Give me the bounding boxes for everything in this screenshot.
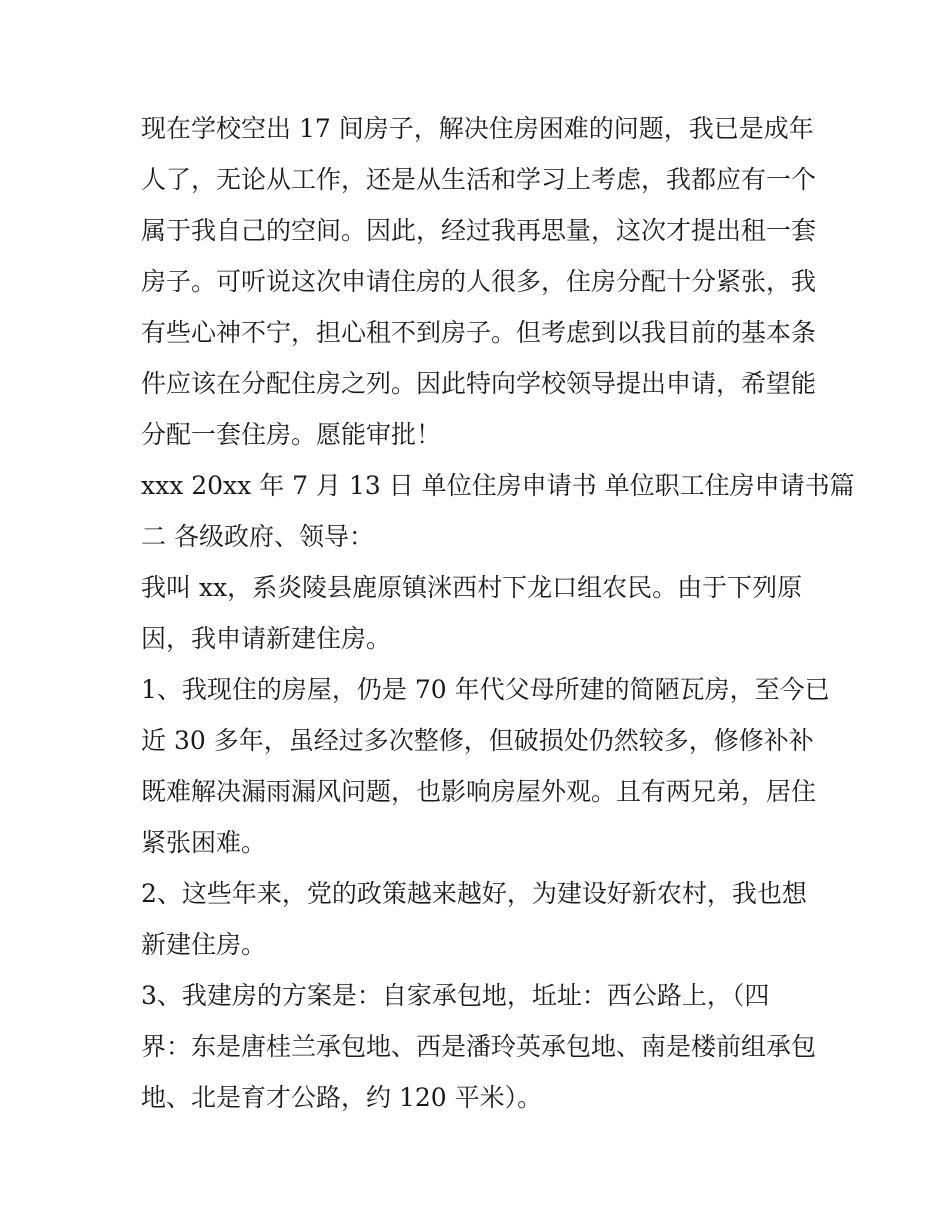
- text-line: 既难解决漏雨漏风问题，也影响房屋外观。且有两兄弟，居住: [141, 777, 817, 806]
- text-line: 近 30 多年，虽经过多次整修，但破损处仍然较多，修修补补: [141, 726, 814, 755]
- text-line: xxx 20xx 年 7 月 13 日 单位住房申请书 单位职工住房申请书篇: [141, 471, 855, 500]
- text-line: 房子。可听说这次申请住房的人很多，住房分配十分紧张，我: [141, 267, 817, 296]
- text-line: 人了，无论从工作，还是从生活和学习上考虑，我都应有一个: [141, 165, 817, 194]
- text-line: 1、我现住的房屋，仍是 70 年代父母所建的简陋瓦房，至今已: [141, 675, 830, 704]
- document-body: [141, 103, 855, 1123]
- text-line: 分配一套住房。愿能审批！: [141, 420, 442, 449]
- text-line: 界：东是唐桂兰承包地、西是潘玲英承包地、南是楼前组承包: [141, 1032, 817, 1061]
- text-line: 二 各级政府、领导：: [141, 522, 374, 551]
- text-line: 地、北是育才公路，约 120 平米）。: [141, 1083, 543, 1112]
- text-line: 2、这些年来，党的政策越来越好，为建设好新农村，我也想: [141, 879, 807, 908]
- text-line: 3、我建房的方案是：自家承包地，坵址：西公路上，（四: [141, 981, 770, 1010]
- text-line: 有些心神不宁，担心租不到房子。但考虑到以我目前的基本条: [141, 318, 817, 347]
- text-line: 紧张困难。: [141, 828, 267, 857]
- text-line: 件应该在分配住房之列。因此特向学校领导提出申请，希望能: [141, 369, 817, 398]
- text-line: 现在学校空出 17 间房子，解决住房困难的问题，我已是成年: [141, 114, 814, 143]
- text-line: 属于我自己的空间。因此，经过我再思量，这次才提出租一套: [141, 216, 817, 245]
- text-line: 因，我申请新建住房。: [141, 624, 392, 653]
- text-line: 新建住房。: [141, 930, 267, 959]
- text-line: 我叫 xx，系炎陵县鹿原镇洣西村下龙口组农民。由于下列原: [141, 573, 803, 602]
